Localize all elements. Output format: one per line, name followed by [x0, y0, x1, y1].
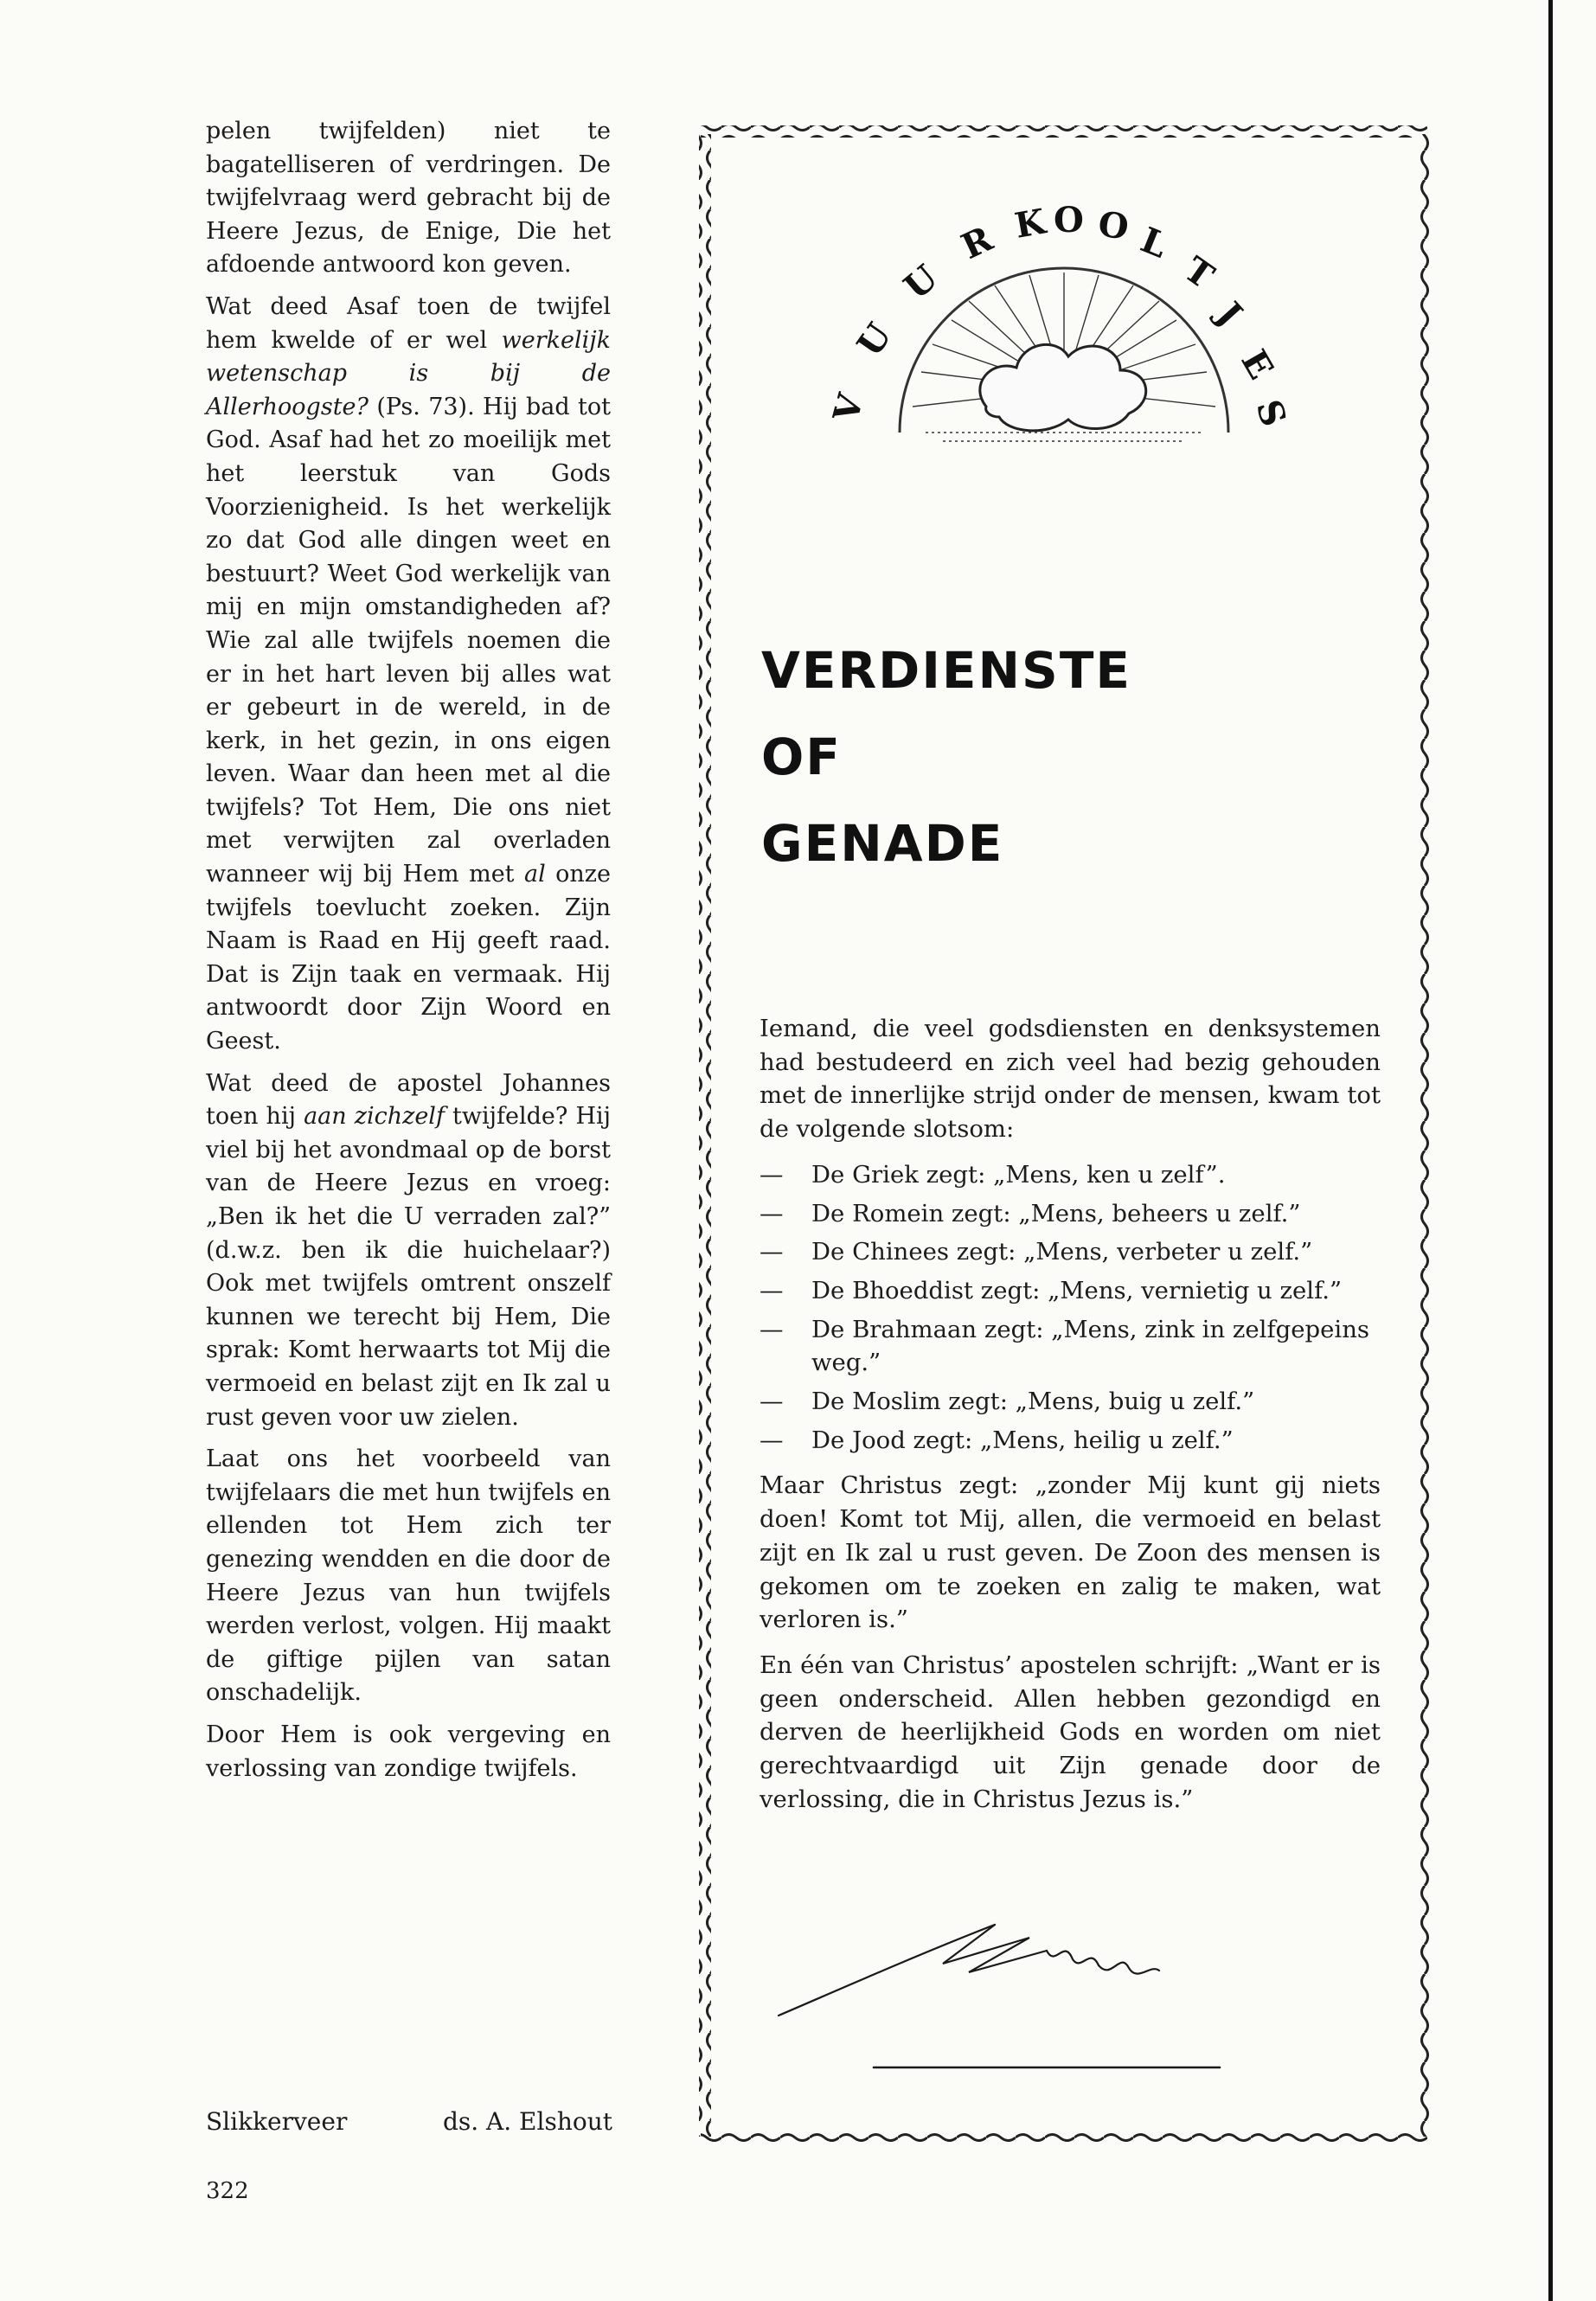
emphasis: aan zichzelf [304, 1103, 445, 1131]
paragraph: Wat deed de apostel Johannes toen hij aan zichzelf twijfelde? Hij viel bij het avondmaal op de borst van de Heere Jezus en vroeg: „Ben ik het die U verraden zal?” (d.w.z. ben ik die huichelaar?) Ook met twijfels omtrent onszelf kunnen we terecht bij Hem, Die sprak: Komt herwaarts tot Mij die vermoeid en belast zijt en Ik zal u rust geven voor uw zielen. [206, 1069, 612, 1431]
paragraph: Door Hem is ook vergeving en verlossing van zondige twijfels. [206, 1721, 611, 1782]
emblem-letter: S [1247, 394, 1295, 432]
emblem-letter: V [825, 389, 872, 426]
paragraph: pelen twijfelden) niet te bagatelliseren of verdringen. De twijfelvraag werd gebracht bij de Heere Jezus, de Enige, Die het afdoende antwoord kon geven. [206, 118, 611, 279]
emblem-letter: U [896, 257, 946, 308]
author-name: ds. A. Elshout [442, 2107, 612, 2136]
left-column [206, 115, 611, 1794]
article-body [760, 1012, 1381, 1828]
quote-item: — De Moslim zegt: „Mens, buig u zelf.” [760, 1388, 1255, 1416]
emblem-letter: L [1135, 219, 1173, 266]
quote-item: — De Brahmaan zegt: „Mens, zink in zelfgepeins weg.” [760, 1315, 1370, 1377]
emblem-letter: J [1208, 294, 1251, 334]
quote-item: — De Bhoeddist zegt: „Mens, vernietig u zelf.” [760, 1276, 1343, 1304]
emphasis: al [523, 861, 546, 888]
quote-item: — De Jood zegt: „Mens, heilig u zelf.” [760, 1426, 1234, 1454]
emblem-letter: K [1011, 201, 1048, 247]
apostle-paragraph: En één van Christus’ apostelen schrijft: „Want er is geen onderscheid. Allen hebben gezondigd en derven de heerlijkheid Gods en worden om niet gerechtvaardigd uit Zijn genade door de verlossing, die in Christus Jezus is.” [760, 1650, 1381, 1813]
handwritten-signature [770, 1886, 1254, 2076]
paragraph: Wat deed Asaf toen de twijfel hem kwelde of er wel werkelijk wetenschap is bij de Allerhoogste? (Ps. 73). Hij bad tot God. Asaf had het zo moeilijk met het leerstuk van Gods Voorzienigheid. Is het werkelijk zo dat God alle dingen weet en bestuurt? Weet God werkelijk van mij en mijn omstandigheden af? Wie zal alle twijfels noemen die er in het hart leven bij alles wat er gebeurt in de wereld, in de kerk, in het gezin, in ons eigen leven. Waar dan heen met al die twijfels? Tot Hem, Die ons niet met verwijten zal overladen wanneer wij bij Hem met al onze twijfels toevlucht zoeken. Zijn Naam is Raad en Hij geeft raad. Dat is Zijn taak en vermaak. Hij antwoordt door Zijn Woord en Geest. [206, 292, 611, 1055]
article-heading [761, 627, 1131, 887]
christ-paragraph: Maar Christus zegt: „zonder Mij kunt gij niets doen! Komt tot Mij, allen, die vermoeid en belast zijt en Ik zal u rust geven. De Zoon des mensen is gekomen om te zoeken en zalig te maken, wat verloren is.” [760, 1471, 1381, 1634]
author-line [206, 2107, 612, 2136]
intro-paragraph: Iemand, die veel godsdiensten en denksystemen had bestudeerd en zich veel had bezig gehouden met de innerlijke strijd onder de mensen, kwam tot de volgende slotsom: [760, 1015, 1381, 1144]
quote-item: — De Griek zegt: „Mens, ken u zelf”. [760, 1160, 1226, 1189]
heading-line: OF [761, 727, 842, 786]
quote-list [760, 1158, 1381, 1458]
emblem-letter: R [955, 218, 999, 268]
emblem-letter: O [1054, 200, 1084, 240]
author-place: Slikkerveer [206, 2107, 348, 2136]
paragraph: Laat ons het voorbeeld van twijfelaars die met hun twijfels en ellenden tot Hem zich ter genezing wendden en die door de Heere Jezus van hun twijfels werden verlost, volgen. Hij maakt de giftige pijlen van satan onschadelijk. [206, 1445, 611, 1707]
emblem-letter: T [1176, 248, 1221, 298]
page-edge-rule [1548, 0, 1553, 2301]
heading-line: GENADE [761, 814, 1004, 873]
article-box [692, 121, 1436, 2154]
page-number: 322 [206, 2178, 249, 2204]
emblem-letter: O [1095, 203, 1131, 248]
emblem-letter: U [849, 316, 901, 364]
quote-item: — De Chinees zegt: „Mens, verbeter u zelf.” [760, 1238, 1313, 1266]
heading-line: VERDIENSTE [761, 641, 1132, 700]
emblem-letter: E [1233, 343, 1282, 387]
vuurkooltjes-emblem [822, 173, 1306, 467]
quote-item: — De Romein zegt: „Mens, beheers u zelf.” [760, 1199, 1301, 1227]
emphasis: werkelijk wetenschap is bij de Allerhoogste? [206, 326, 611, 420]
